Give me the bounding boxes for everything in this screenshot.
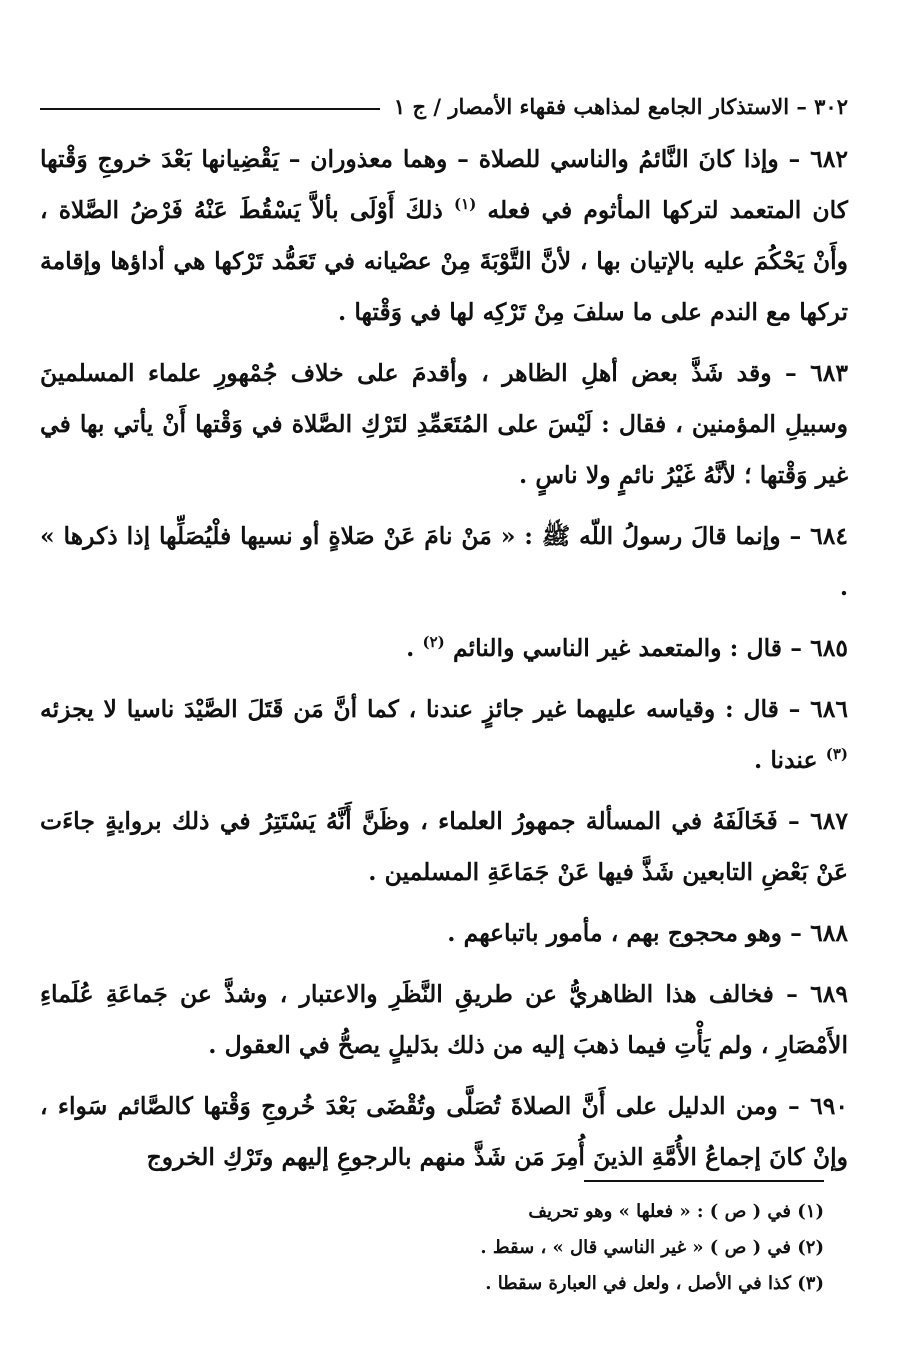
footnote-ref-1: (١) bbox=[454, 195, 477, 214]
paragraph-682: ٦٨٢ – وإذا كانَ النَّائمُ والناسي للصلاة – وهما معذوران – يَقْضِيانها بَعْدَ خروجِ وَقْتها كان المتعمد لتركها المأثوم في فعله $^{(١)}$ ذلكَ أَوْلَى بألاَّ يَسْقُطَ عَنْهُ فَرْضُ الصَّلاة ، وأَنْ يَحْكُمَ عليه بالإتيان بها ، لأنَّ التَّوْبَةَ مِنْ عصْيانه في تَعَمُّد تَرْكها هي أداؤها وإقامة تركها مع الندم على ما سلفَ مِنْ تَرْكِه لها في وَقْتها . bbox=[40, 145, 848, 326]
paragraph-685: ٦٨٥ – قال : والمتعمد غير الناسي والنائم $^{(٢)}$ . bbox=[406, 633, 848, 662]
paragraph-684: ٦٨٤ – وإنما قالَ رسولُ اللّه ﷺ : « مَنْ نامَ عَنْ صَلاةٍ أو نسيها فلْيُصَلِّها إذا ذكرها » . bbox=[40, 522, 848, 601]
paragraph-686: ٦٨٦ – قال : وقياسه عليهما غير جائزٍ عندنا ، كما أنَّ مَن قَتَلَ الصَّيْدَ ناسيا لا يجزئه $^{(٣)}$ عندنا . bbox=[40, 695, 848, 774]
footnote-1: (١) في ( ص ) : « فعلها » وهو تحريف bbox=[528, 1201, 824, 1222]
footnotes bbox=[104, 1194, 824, 1302]
page-header bbox=[40, 86, 848, 126]
paragraph-683: ٦٨٣ – وقد شَذَّ بعض أهلِ الظاهر ، وأقدمَ على خلاف جُمْهورِ علماء المسلمينَ وسبيلِ المؤمنين ، فقال : لَيْسَ على المُتَعَمِّدِ لتَرْكِ الصَّلاة في وَقْتها أَنْ يأتي بها في غير وَقْتها ؛ لأنَّهُ غَيْرُ نائمٍ ولا ناسٍ . bbox=[40, 359, 848, 489]
document-page bbox=[40, 86, 848, 1326]
main-text bbox=[40, 134, 848, 1193]
footnote-ref-3: (٣) bbox=[825, 745, 848, 764]
footnote-ref-2: (٢) bbox=[422, 633, 445, 652]
footnote-3: (٣) كذا في الأصل ، ولعل في العبارة سقطا . bbox=[485, 1273, 824, 1294]
paragraph-688: ٦٨٨ – وهو محجوج بهم ، مأمور باتباعهم . bbox=[447, 919, 848, 947]
footnote-2: (٢) في ( ص ) « غير الناسي قال » ، سقط . bbox=[480, 1237, 824, 1258]
paragraph-690: ٦٩٠ – ومن الدليل على أَنَّ الصلاةَ تُصَلَّى وتُقْضَى بَعْدَ خُروجِ وَقْتها كالصَّائم سَواء ، وإنْ كانَ إجماعُ الأُمَّةِ الذينَ أُمِرَ مَن شَذَّ منهم بالرجوعِ إليهم وتَرْكِ الخروج bbox=[40, 1092, 848, 1171]
paragraph-687: ٦٨٧ – فَخَالَفَهُ في المسألة جمهورُ العلماء ، وظَنَّ أَنَّهُ يَسْتَتِرُ في ذلك بروايةٍ جاءَت عَنْ بَعْضِ التابعين شَذَّ فيها عَنْ جَمَاعَةِ المسلمين . bbox=[40, 807, 848, 886]
running-header: ٣٠٢ – الاستذكار الجامع لمذاهب فقهاء الأمصار / ج ١ bbox=[393, 93, 848, 119]
paragraph-689: ٦٨٩ – فخالف هذا الظاهريُّ عن طريقِ النَّظَرِ والاعتبار ، وشذَّ عن جَماعَةِ عُلَماءِ الأَمْصَارِ ، ولم يَأْتِ فيما ذهبَ إليه من ذلك بدَليلٍ يصحُّ في العقول . bbox=[40, 980, 848, 1059]
header-rule bbox=[40, 108, 380, 110]
footnote-separator bbox=[584, 1180, 824, 1182]
